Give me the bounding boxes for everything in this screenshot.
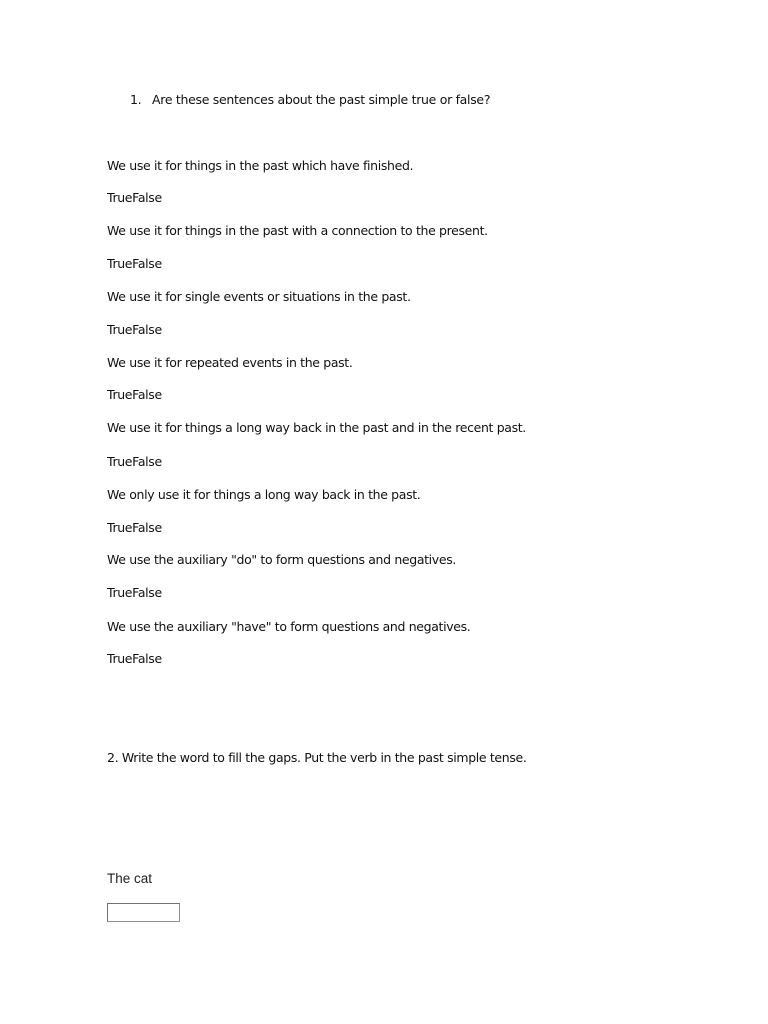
true-false-choice-3 [107, 322, 162, 337]
sentence-start-label: The cat [107, 871, 153, 886]
true-option[interactable]: True [107, 454, 133, 469]
false-option[interactable]: False [132, 651, 162, 666]
false-option[interactable]: False [132, 387, 162, 402]
true-false-choice-5 [107, 454, 162, 469]
true-option[interactable]: True [107, 651, 133, 666]
statement-5: We use it for things a long way back in the past and in the recent past. [107, 420, 526, 435]
true-option[interactable]: True [107, 322, 133, 337]
statement-4: We use it for repeated events in the past. [107, 355, 353, 370]
false-option[interactable]: False [132, 585, 162, 600]
true-option[interactable]: True [107, 585, 133, 600]
true-option[interactable]: True [107, 256, 133, 271]
false-option[interactable]: False [132, 322, 162, 337]
statement-6: We only use it for things a long way back in the past. [107, 487, 421, 502]
true-option[interactable]: True [107, 190, 133, 205]
statement-1: We use it for things in the past which have finished. [107, 158, 414, 173]
question-2-title: 2. Write the word to fill the gaps. Put the verb in the past simple tense. [107, 750, 527, 765]
false-option[interactable]: False [132, 520, 162, 535]
statement-8: We use the auxiliary "have" to form questions and negatives. [107, 619, 471, 634]
true-false-choice-2 [107, 256, 162, 271]
true-false-choice-6 [107, 520, 162, 535]
true-false-choice-8 [107, 651, 162, 666]
true-false-choice-1 [107, 190, 162, 205]
question-1-number: 1. [130, 92, 142, 107]
false-option[interactable]: False [132, 256, 162, 271]
statement-2: We use it for things in the past with a connection to the present. [107, 223, 488, 238]
false-option[interactable]: False [132, 190, 162, 205]
gap-fill-input[interactable] [107, 903, 180, 922]
statement-7: We use the auxiliary "do" to form questions and negatives. [107, 552, 456, 567]
true-option[interactable]: True [107, 520, 133, 535]
question-1-text: Are these sentences about the past simple true or false? [152, 92, 491, 107]
false-option[interactable]: False [132, 454, 162, 469]
true-false-choice-4 [107, 387, 162, 402]
true-false-choice-7 [107, 585, 162, 600]
true-option[interactable]: True [107, 387, 133, 402]
statement-3: We use it for single events or situations in the past. [107, 289, 411, 304]
question-1-title [130, 92, 490, 107]
